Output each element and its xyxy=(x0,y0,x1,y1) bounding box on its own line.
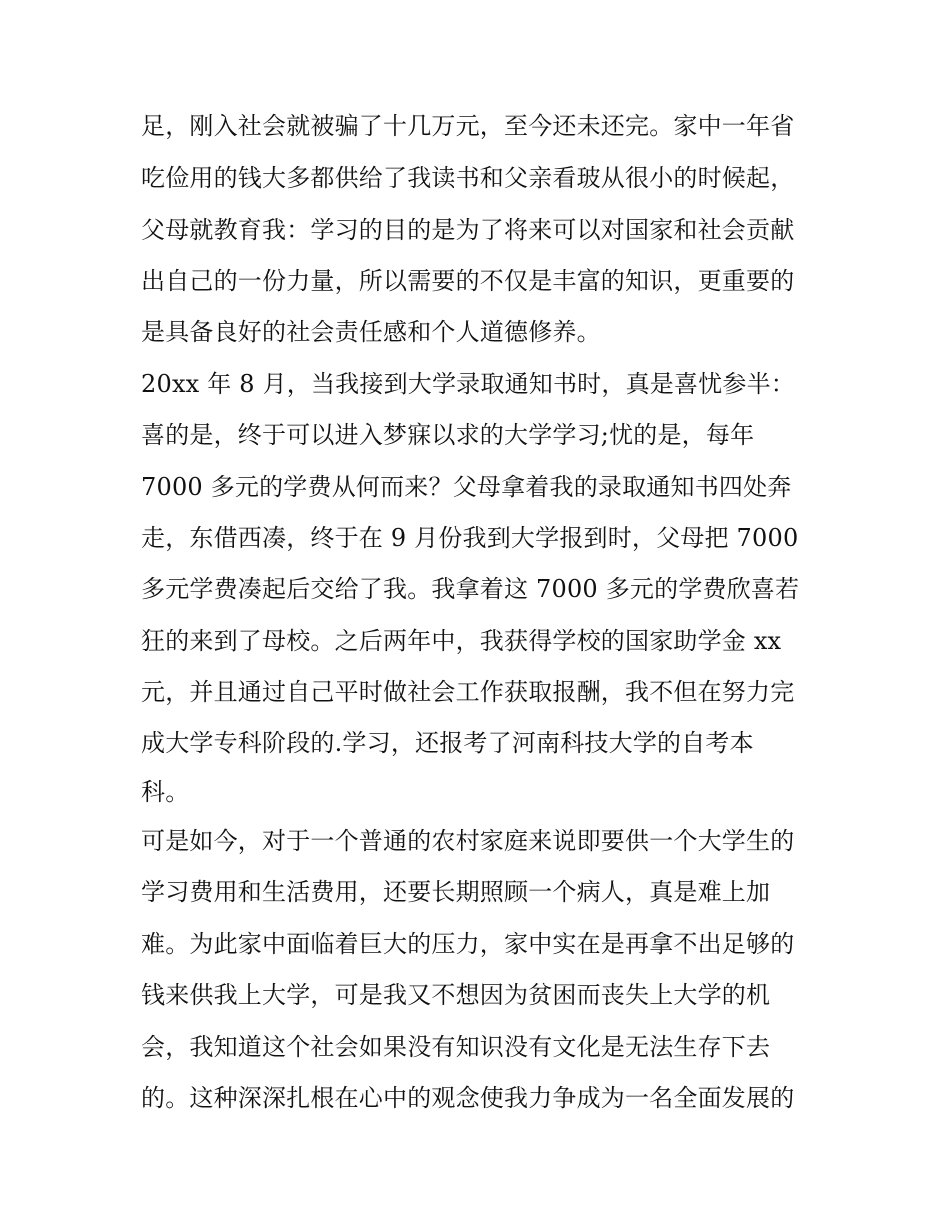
text-line: 7000 多元的学费从何而来？父母拿着我的录取通知书四处奔 xyxy=(141,473,792,501)
text-line: 20xx 年 8 月，当我接到大学录取通知书时，真是喜忧参半： xyxy=(141,370,795,398)
text-line: 难。为此家中面临着巨大的压力，家中实在是再拿不出足够的 xyxy=(141,930,795,958)
text-line: 多元学费凑起后交给了我。我拿着这 7000 多元的学费欣喜若 xyxy=(141,575,800,603)
text-line: 出自己的一份力量，所以需要的不仅是丰富的知识，更重要的 xyxy=(141,267,795,295)
text-line: 父母就教育我：学习的目的是为了将来可以对国家和社会贡献 xyxy=(141,216,795,244)
text-line: 科。 xyxy=(141,778,190,806)
text-line: 狂的来到了母校。之后两年中，我获得学校的国家助学金 xx xyxy=(141,627,782,655)
text-line: 是具备良好的社会责任感和个人道德修养。 xyxy=(141,318,601,346)
text-line: 吃俭用的钱大多都供给了我读书和父亲看玻从很小的时候起， xyxy=(141,164,795,192)
text-line: 会，我知道这个社会如果没有知识没有文化是无法生存下去 xyxy=(141,1033,771,1061)
text-line: 足，刚入社会就被骗了十几万元，至今还未还完。家中一年省 xyxy=(141,112,795,140)
text-line: 钱来供我上大学，可是我又不想因为贫困而丧失上大学的机 xyxy=(141,981,771,1009)
text-line: 成大学专科阶段的.学习，还报考了河南科技大学的自考本 xyxy=(141,729,754,757)
text-line: 元，并且通过自己平时做社会工作获取报酬，我不但在努力完 xyxy=(141,678,795,706)
text-line: 学习费用和生活费用，还要长期照顾一个病人，真是难上加 xyxy=(141,878,771,906)
text-line: 的。这种深深扎根在心中的观念使我力争成为一名全面发展的 xyxy=(141,1084,795,1112)
text-line: 可是如今，对于一个普通的农村家庭来说即要供一个大学生的 xyxy=(141,827,795,855)
text-line: 喜的是，终于可以进入梦寐以求的大学学习;忧的是，每年 xyxy=(141,421,755,449)
text-line: 走，东借西凑，终于在 9 月份我到大学报到时，父母把 7000 xyxy=(141,524,799,552)
